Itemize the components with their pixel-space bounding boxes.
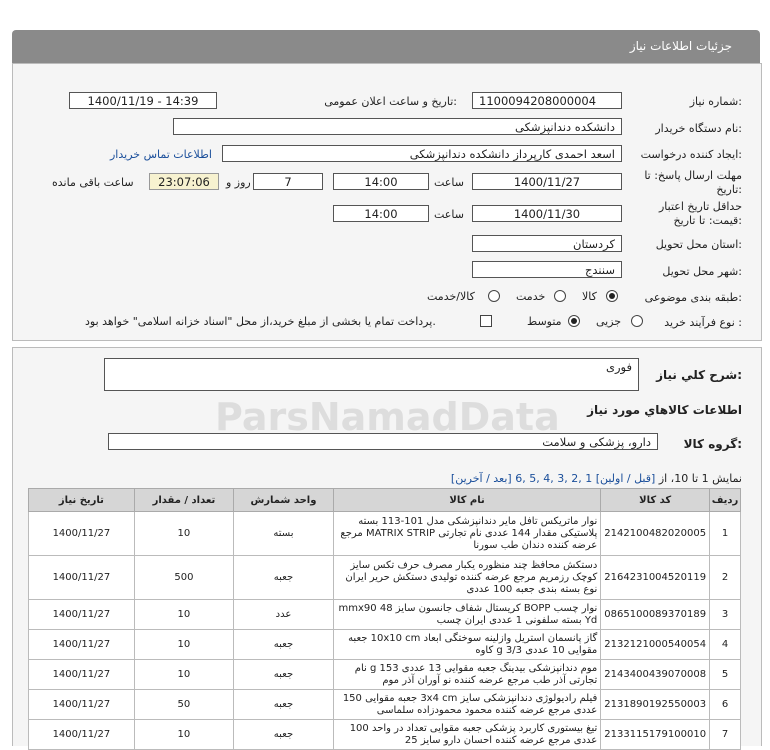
province-field: کردستان [472,235,622,252]
cell-date: 1400/11/27 [29,630,135,660]
category-radio-goods[interactable] [606,290,618,302]
table-row[interactable] [29,556,741,600]
col-code: کد کالا [601,489,710,512]
process-radio-medium[interactable] [568,315,580,327]
cell-date: 1400/11/27 [29,556,135,600]
cell-qty: 10 [134,660,233,690]
table-header-row [29,489,741,512]
creator-label: ايجاد کننده درخواست: [640,148,742,161]
province-label: استان محل تحويل: [655,238,742,251]
page-header [12,30,760,63]
city-field: سنندج [472,261,622,278]
page-title: جزئيات اطلاعات نياز [629,39,732,53]
buyer-contact-link[interactable]: اطلاعات تماس خريدار [110,148,212,161]
cell-unit: عدد [234,600,334,630]
announce-label: تاريخ و ساعت اعلان عمومی: [324,95,457,108]
cell-row: 4 [710,630,741,660]
day-and-label: روز و [226,176,251,189]
table-row[interactable] [29,660,741,690]
cell-row: 1 [710,512,741,556]
cell-code: 0865100089370189 [601,600,710,630]
cell-code: 2143400439070008 [601,660,710,690]
cell-code: 2164231004520119 [601,556,710,600]
need-number-field: 1100094208000004 [472,92,622,109]
process-radio-minor[interactable] [631,315,643,327]
deadline-time-field: 14:00 [333,173,429,190]
cell-code: 2142100482020005 [601,512,710,556]
table-row[interactable] [29,600,741,630]
cell-unit: جعبه [234,690,334,720]
cell-name: دستکش محافظ چند منظوره يکبار مصرف حرف تکس سايز کوچک رزمريم مرجع عرضه کننده توليدی دستکش حرير ايران نوع بسته بندی جعبه 100 عددی [333,556,600,600]
process-option-medium: متوسط [527,315,562,328]
remaining-time-field: 23:07:06 [149,173,219,190]
deadline-hour-label: ساعت [434,176,464,189]
deadline-date-field: 1400/11/27 [472,173,622,190]
table-row[interactable] [29,720,741,750]
items-table [28,488,741,750]
cell-date: 1400/11/27 [29,512,135,556]
validity-time-field: 14:00 [333,205,429,222]
cell-date: 1400/11/27 [29,720,135,750]
process-option-minor: جزيی [596,315,622,328]
watermark: ParsNamadData [215,395,560,439]
process-label: نوع فرآيند خريد : [664,316,742,329]
need-number-label: شماره نياز: [689,95,742,108]
table-row[interactable] [29,690,741,720]
category-option-service: خدمت [516,290,546,303]
col-unit: واحد شمارش [234,489,334,512]
desc-label: شرح کلي نياز: [656,368,742,382]
cell-name: نوار چسب BOPP کريستال شفاف جانسون سايز 48 mmx90 Yd بسته سلفونی 1 عددی ايران چسب [333,600,600,630]
table-row[interactable] [29,630,741,660]
cell-name: نوار ماتريکس تافل ماير دندانپزشکی مدل 101-113 بسته پلاستيکی مقدار 144 عددی نام تجارتی MATRIX STRIP مرجع عرضه کننده دندان طب سورنا [333,512,600,556]
table-row[interactable] [29,512,741,556]
cell-unit: جعبه [234,556,334,600]
col-row: رديف [710,489,741,512]
deadline-label-2: تاريخ: [716,183,742,196]
cell-code: 2133115179100010 [601,720,710,750]
remaining-label: ساعت باقی مانده [52,176,134,189]
category-option-goods: کالا [582,290,597,303]
treasury-checkbox[interactable] [480,315,492,327]
group-field: دارو، پزشکی و سلامت [108,433,658,450]
validity-date-field: 1400/11/30 [472,205,622,222]
buyer-label: نام دستگاه خريدار: [655,122,742,135]
days-field: 7 [253,173,323,190]
cell-row: 6 [710,690,741,720]
desc-field: فوری [104,358,639,391]
col-name: نام کالا [333,489,600,512]
deadline-label: مهلت ارسال پاسخ: تا [644,169,742,182]
cell-date: 1400/11/27 [29,690,135,720]
cell-code: 2131890192550003 [601,690,710,720]
announce-field: 1400/11/19 - 14:39 [69,92,217,109]
col-date: تاريخ نياز [29,489,135,512]
cell-name: گاز پانسمان استريل وازلينه سوختگی ابعاد 10x10 cm جعبه مقوايی 10 عددی g 3/3 کاوه [333,630,600,660]
cell-name: فيلم راديولوژی دندانپزشکی سايز 3x4 cm جعبه مقوايی 150 عددی مرجع عرضه کننده محمود محمودزاده سلماسی [333,690,600,720]
cell-qty: 50 [134,690,233,720]
validity-hour-label: ساعت [434,208,464,221]
cell-qty: 10 [134,512,233,556]
validity-label: حداقل تاريخ اعتبار [658,200,742,213]
validity-label-2: قيمت: تا تاريخ: [673,214,742,227]
category-radio-both[interactable] [488,290,500,302]
cell-name: تيغ بيستوری کاربرد پزشکی جعبه مقوايی تعداد در واحد 100 عددی مرجع عرضه کننده احسان دارو سايز 25 [333,720,600,750]
cell-qty: 10 [134,720,233,750]
cell-row: 5 [710,660,741,690]
cell-unit: جعبه [234,630,334,660]
cell-qty: 500 [134,556,233,600]
category-option-both: کالا/خدمت [427,290,475,303]
cell-unit: جعبه [234,660,334,690]
cell-name: موم دندانپزشکی بيدينگ جعبه مقوايی 13 عددی g 153 نام تجارتی آذر طب مرجع عرضه کننده نو آوران آذر موم [333,660,600,690]
cell-row: 2 [710,556,741,600]
cell-unit: جعبه [234,720,334,750]
cell-qty: 10 [134,600,233,630]
buyer-field: دانشکده دندانپزشکی [173,118,622,135]
paging-info: نمايش 1 تا 10، از [658,472,742,485]
payment-note: پرداخت تمام يا بخشی از مبلغ خريد،از محل "اسناد خزانه اسلامی" خواهد بود. [85,315,436,328]
goods-title: اطلاعات کالاهاي مورد نياز [587,403,742,417]
cell-code: 2132121000540054 [601,630,710,660]
paging-links[interactable]: [قبل / اولين] 1 ,2 ,3 ,4 ,5 ,6 [بعد / آخرين] [450,472,656,485]
cell-row: 3 [710,600,741,630]
cell-qty: 10 [134,630,233,660]
cell-unit: بسته [234,512,334,556]
category-radio-service[interactable] [554,290,566,302]
creator-field: اسعد احمدی کارپرداز دانشکده دندانپزشکی [222,145,622,162]
cell-date: 1400/11/27 [29,660,135,690]
cell-date: 1400/11/27 [29,600,135,630]
category-label: طبقه بندی موضوعی: [644,291,742,304]
cell-row: 7 [710,720,741,750]
paging-bar [451,472,742,485]
group-label: گروه کالا: [683,437,742,451]
col-qty: تعداد / مقدار [134,489,233,512]
city-label: شهر محل تحويل: [662,265,742,278]
